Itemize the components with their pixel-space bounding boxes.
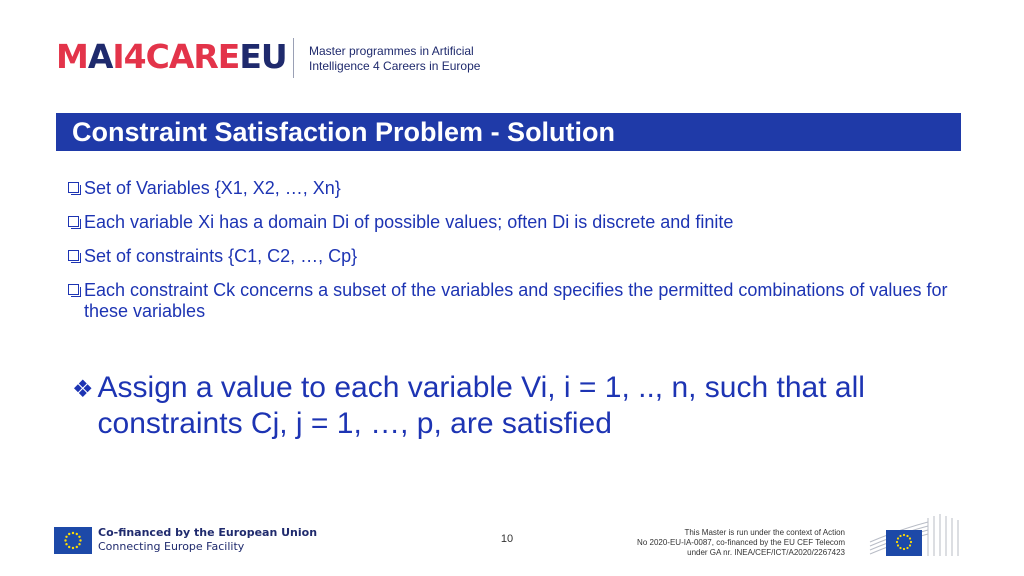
bullet-text: Each variable Xi has a domain Di of possible values; often Di is discrete and finite — [84, 212, 734, 232]
main-statement-text: Assign a value to each variable Vi, i = 1, .., n, such that all constraints Cj, j = 1, …, p, are satisfied — [97, 371, 865, 440]
bullet-list — [68, 178, 948, 335]
logo-text-red: I4CARE — [112, 37, 240, 76]
logo-letter-a: A — [87, 37, 113, 76]
slide-title-bar — [56, 113, 961, 151]
disclaimer-line-2: No 2020-EU-IA-0087, co-financed by the EU CEF Telecom — [637, 538, 845, 547]
cofinanced-line-2: Connecting Europe Facility — [98, 540, 245, 553]
disclaimer-line-1: This Master is run under the context of Action — [684, 528, 845, 537]
list-item — [68, 246, 948, 267]
main-statement — [72, 370, 952, 442]
logo-text-eu: EU — [239, 37, 287, 76]
tagline-line-1: Master programmes in Artificial — [309, 44, 474, 58]
list-item — [68, 212, 948, 233]
list-item — [68, 178, 948, 199]
checkbox-bullet-icon — [68, 284, 79, 295]
bullet-text: Set of constraints {C1, C2, …, Cp} — [84, 246, 358, 266]
list-item — [68, 280, 948, 322]
checkbox-bullet-icon — [68, 250, 79, 261]
eu-flag-icon — [54, 527, 92, 554]
cofinanced-notice — [98, 526, 317, 554]
logo-letter-m: M — [56, 37, 88, 76]
checkbox-bullet-icon — [68, 216, 79, 227]
bullet-text: Each constraint Ck concerns a subset of the variables and specifies the permitted combinations of values for these variables — [84, 280, 948, 321]
cofinanced-line-1: Co-financed by the European Union — [98, 526, 318, 539]
slide-title: Constraint Satisfaction Problem - Solution — [72, 117, 616, 147]
page-number: 10 — [500, 533, 514, 545]
european-commission-logo — [868, 512, 964, 558]
programme-tagline — [309, 44, 480, 74]
mai4careu-logo — [56, 37, 287, 76]
tagline-line-2: Intelligence 4 Careers in Europe — [309, 59, 481, 73]
disclaimer-line-3: under GA nr. INEA/CEF/ICT/A2020/2267423 — [687, 548, 845, 557]
bullet-text: Set of Variables {X1, X2, …, Xn} — [84, 178, 341, 198]
header-divider — [293, 38, 294, 78]
diamond-bullet-icon: ❖ — [72, 376, 94, 403]
checkbox-bullet-icon — [68, 182, 79, 193]
funding-disclaimer — [637, 528, 845, 558]
